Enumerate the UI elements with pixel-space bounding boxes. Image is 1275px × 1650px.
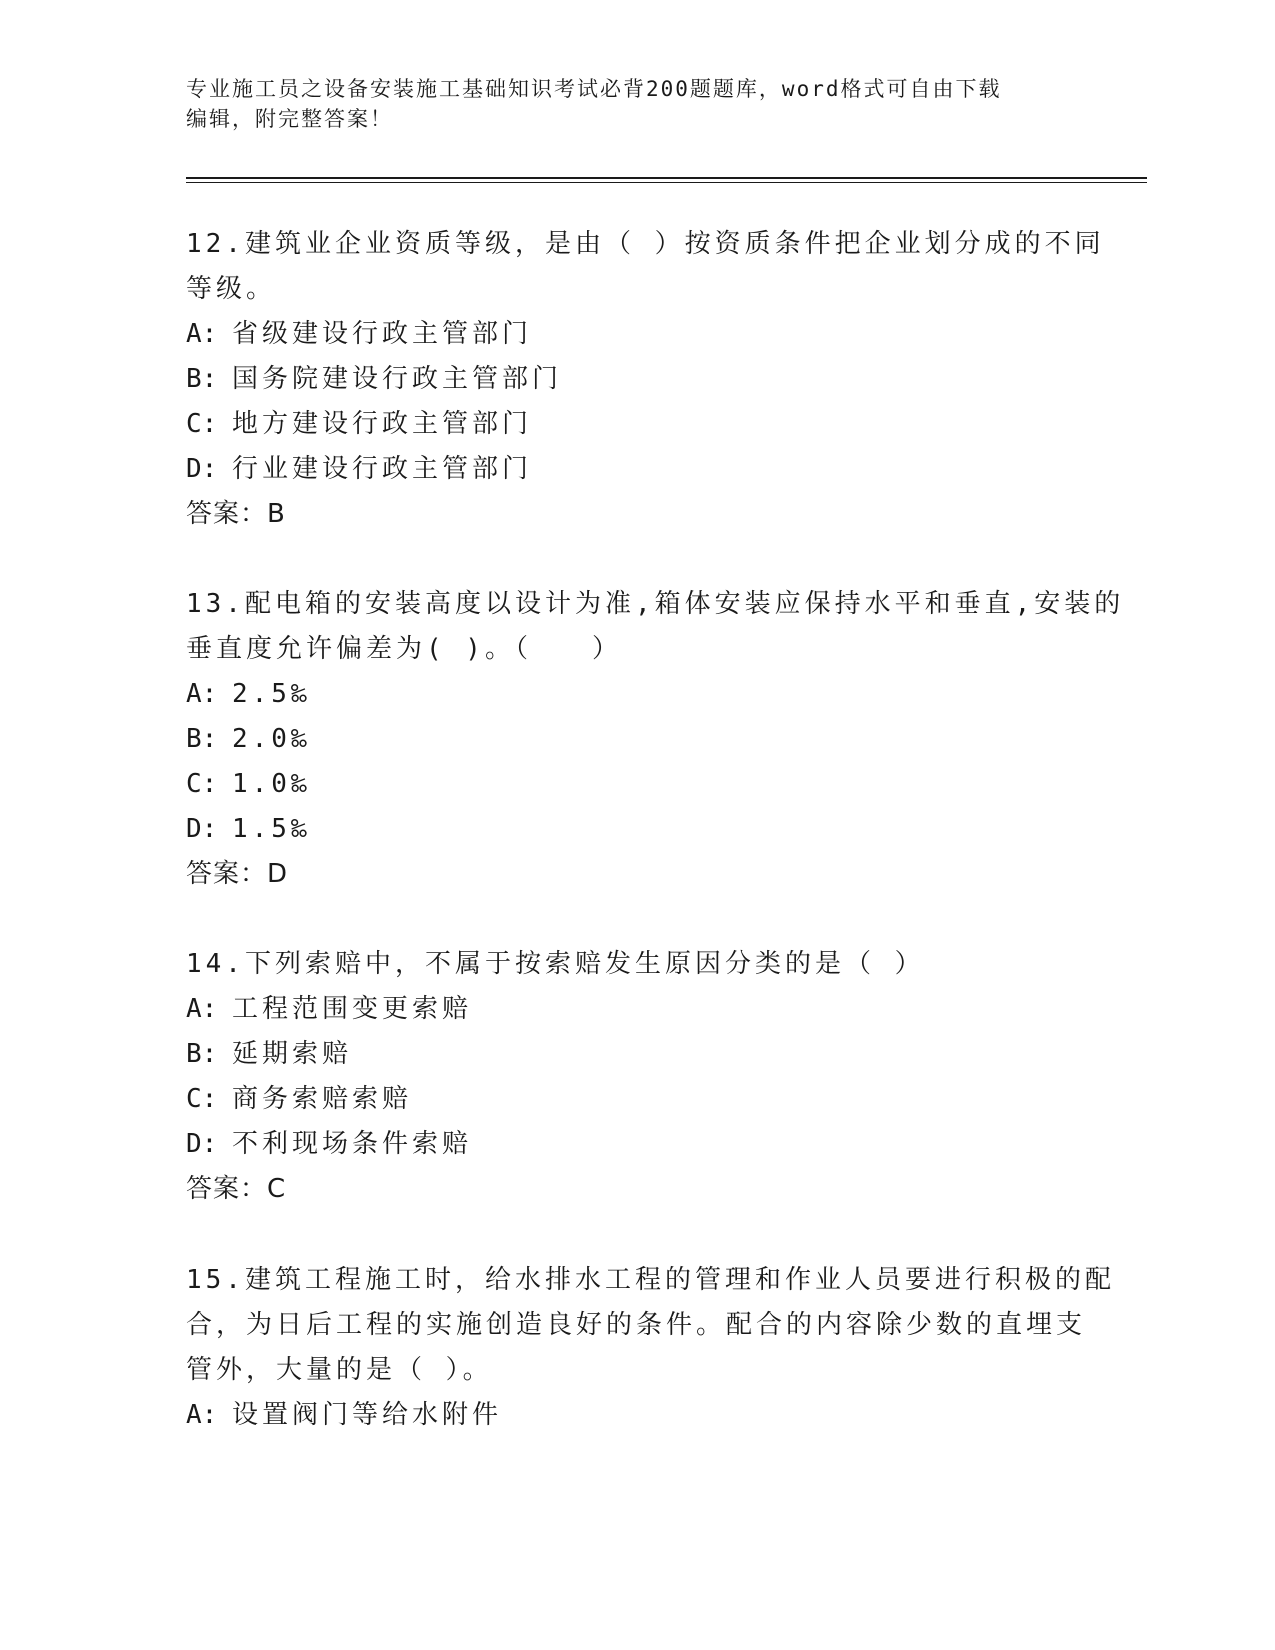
option-letter: D:	[186, 1129, 218, 1159]
option-letter: A:	[186, 1400, 218, 1430]
header-line-2: 编辑，附完整答案！	[186, 107, 393, 131]
question-13	[186, 582, 1125, 897]
option-letter: C:	[186, 769, 218, 799]
question-text-line: 合，为日后工程的实施创造良好的条件。配合的内容除少数的直埋支	[186, 1310, 1087, 1340]
option-text: 不利现场条件索赔	[232, 1129, 473, 1159]
option-letter: B:	[186, 364, 218, 394]
header-divider-thin	[186, 182, 1147, 183]
option-letter: B:	[186, 724, 218, 754]
option-letter: A:	[186, 679, 218, 709]
option-d	[186, 447, 1086, 492]
option-d	[186, 807, 1086, 852]
answer-line: 答案：D	[186, 859, 289, 889]
option-text: 1.5‰	[232, 814, 311, 844]
option-a	[186, 672, 1086, 717]
option-letter: B:	[186, 1039, 218, 1069]
question-text-line: 管外，大量的是（ ）。	[186, 1355, 493, 1385]
question-12	[186, 222, 1105, 537]
option-text: 国务院建设行政主管部门	[232, 364, 563, 394]
option-c	[186, 762, 1086, 807]
question-15	[186, 1258, 1115, 1438]
question-text-line: 15.建筑工程施工时，给水排水工程的管理和作业人员要进行积极的配	[186, 1265, 1115, 1295]
option-a	[186, 1393, 1086, 1438]
header-line-1: 专业施工员之设备安装施工基础知识考试必背200题题库，word格式可自由下载	[186, 77, 1002, 101]
option-text: 延期索赔	[232, 1039, 353, 1069]
question-14	[186, 942, 1086, 1212]
option-a	[186, 987, 1086, 1032]
answer-line: 答案：C	[186, 1174, 287, 1204]
option-b	[186, 717, 1086, 762]
option-text: 2.0‰	[232, 724, 311, 754]
option-letter: C:	[186, 1084, 218, 1114]
option-c	[186, 1077, 1086, 1122]
document-header	[186, 74, 1066, 134]
question-text-line: 13.配电箱的安装高度以设计为准,箱体安装应保持水平和垂直,安装的	[186, 589, 1125, 619]
question-text-line: 等级。	[186, 274, 277, 304]
option-letter: C:	[186, 409, 218, 439]
option-text: 1.0‰	[232, 769, 311, 799]
option-d	[186, 1122, 1086, 1167]
option-text: 行业建设行政主管部门	[232, 454, 533, 484]
option-c	[186, 402, 1086, 447]
option-text: 工程范围变更索赔	[232, 994, 473, 1024]
option-letter: D:	[186, 814, 218, 844]
option-b	[186, 1032, 1086, 1077]
option-text: 商务索赔索赔	[232, 1084, 413, 1114]
option-text: 地方建设行政主管部门	[232, 409, 533, 439]
option-text: 2.5‰	[232, 679, 311, 709]
option-text: 设置阀门等给水附件	[232, 1400, 503, 1430]
question-text-line: 垂直度允许偏差为( )。（ ）	[186, 634, 622, 664]
question-text-line: 12.建筑业企业资质等级，是由（ ）按资质条件把企业划分成的不同	[186, 229, 1105, 259]
header-divider-thick	[186, 177, 1147, 179]
option-letter: D:	[186, 454, 218, 484]
answer-line: 答案：B	[186, 499, 286, 529]
option-letter: A:	[186, 994, 218, 1024]
option-text: 省级建设行政主管部门	[232, 319, 533, 349]
option-letter: A:	[186, 319, 218, 349]
option-b	[186, 357, 1086, 402]
question-text-line: 14.下列索赔中，不属于按索赔发生原因分类的是（ ）	[186, 949, 925, 979]
option-a	[186, 312, 1086, 357]
